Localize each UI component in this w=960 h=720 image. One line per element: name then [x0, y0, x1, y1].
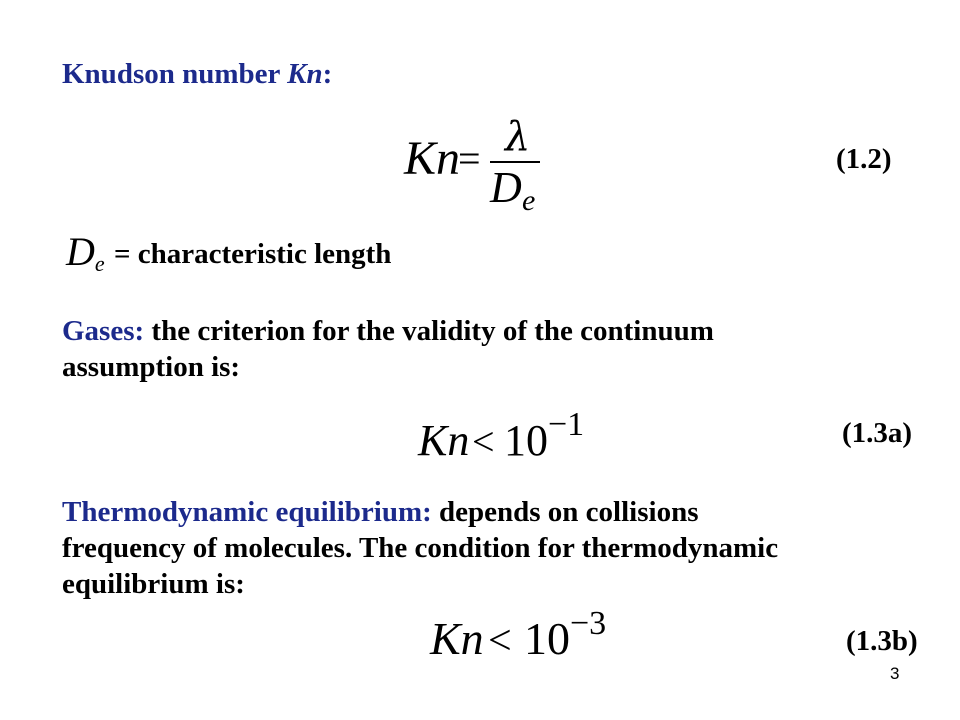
- gases-paragraph: [62, 313, 714, 385]
- title-symbol: Kn: [287, 58, 323, 90]
- slide-title: [62, 58, 332, 91]
- definition-line: [66, 228, 105, 276]
- def-text: = characteristic length: [114, 238, 392, 270]
- thermo-paragraph: [62, 494, 778, 602]
- page-number: 3: [890, 664, 900, 683]
- equation-knudson: [398, 112, 568, 217]
- eq1-lhs: Kn: [404, 132, 461, 185]
- thermo-line1: depends on collisions: [439, 496, 699, 528]
- eq1-denominator-main: D: [490, 163, 522, 212]
- def-symbol-main: D: [66, 229, 95, 274]
- eq2-exponent: −1: [548, 406, 585, 443]
- eq3-number: (1.3b): [846, 625, 918, 657]
- eq3-base: 10: [524, 613, 570, 664]
- eq1-denominator-sub: e: [522, 184, 536, 217]
- eq2-op: <: [472, 419, 495, 464]
- gases-line1: the criterion for the validity of the continuum: [151, 315, 714, 347]
- eq3-exponent: −3: [570, 605, 607, 642]
- eq3-op: <: [488, 618, 512, 664]
- eq2-lhs: Kn: [418, 416, 470, 465]
- def-symbol-sub: e: [94, 251, 105, 276]
- thermo-line2: frequency of molecules. The condition for thermodynamic: [62, 532, 779, 564]
- title-colon: :: [322, 58, 333, 90]
- thermo-label: Thermodynamic equilibrium:: [62, 496, 432, 528]
- title-text: Knudson number: [62, 58, 288, 90]
- gases-label: Gases:: [62, 315, 145, 347]
- eq2-number: (1.3a): [842, 417, 913, 449]
- eq3-lhs: Kn: [430, 613, 484, 664]
- gases-line2: assumption is:: [62, 351, 241, 383]
- eq1-number: (1.2): [836, 143, 892, 175]
- eq1-numerator: λ: [505, 114, 531, 160]
- thermo-line3: equilibrium is:: [62, 568, 245, 600]
- equation-thermo: [426, 604, 616, 664]
- eq1-equals: =: [458, 136, 481, 181]
- eq2-base: 10: [504, 416, 548, 465]
- equation-continuum: [414, 405, 594, 465]
